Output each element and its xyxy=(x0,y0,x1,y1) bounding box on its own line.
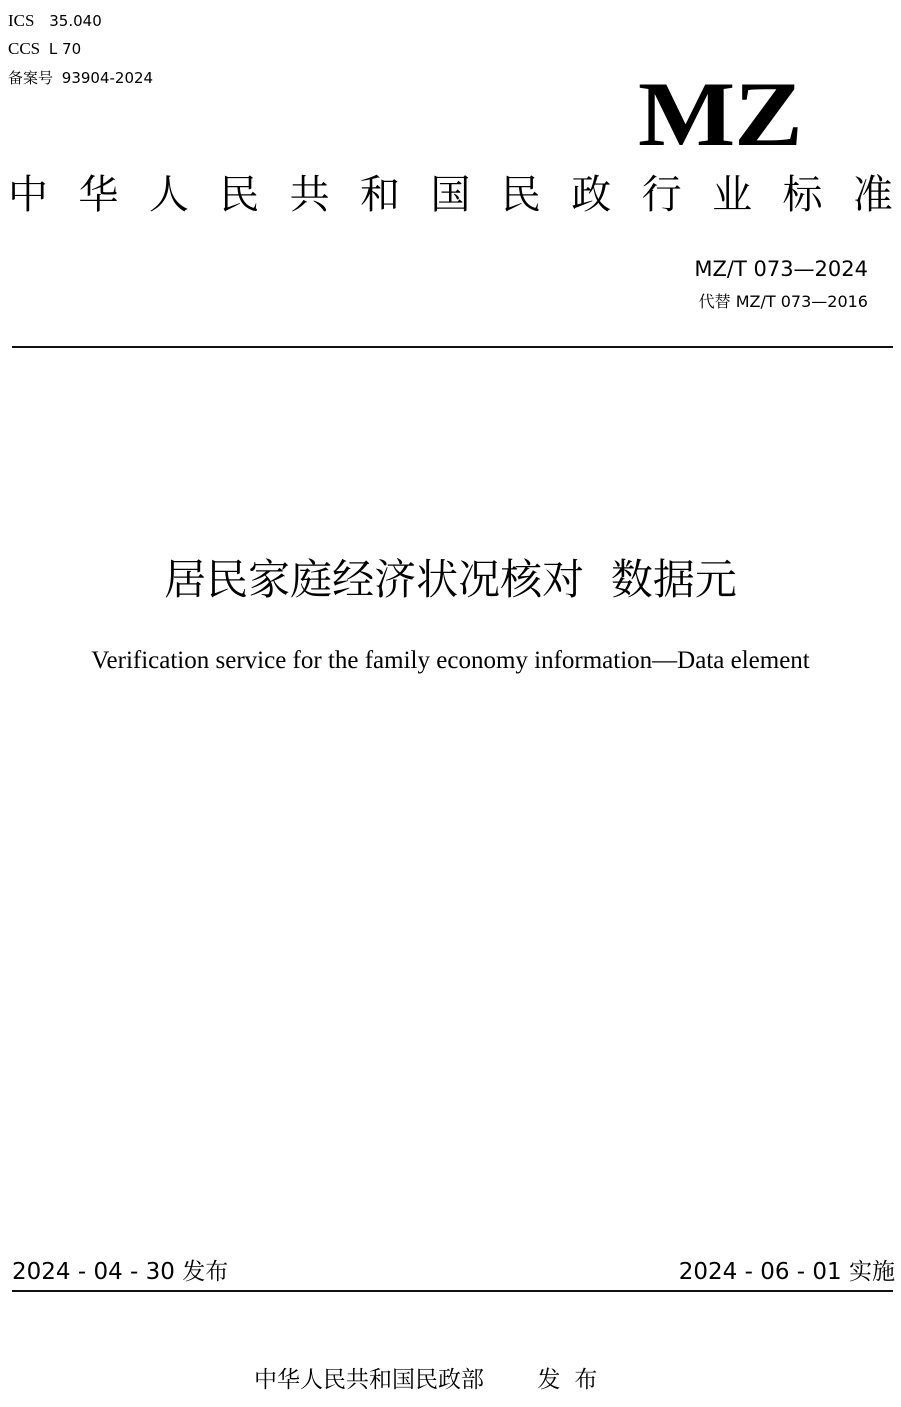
replaces-standard: 代替 MZ/T 073—2016 xyxy=(698,292,868,311)
ccs-code xyxy=(8,40,81,58)
ccs-label: CCS xyxy=(8,39,41,58)
ccs-value: L 70 xyxy=(48,40,82,58)
banner-char: 华 xyxy=(78,172,119,218)
banner-char: 民 xyxy=(500,172,541,218)
ics-label: ICS xyxy=(8,11,35,30)
publisher-name: 中华人民共和国民政部 xyxy=(254,1367,484,1393)
banner-char: 业 xyxy=(712,172,753,218)
banner-char: 和 xyxy=(360,172,401,218)
banner-char: 标 xyxy=(782,172,823,218)
filing-value: 93904-2024 xyxy=(61,69,154,87)
filing-label: 备案号 xyxy=(8,69,54,87)
document-title-en: Verification service for the family economy information—Data element xyxy=(91,647,810,674)
ics-value: 35.040 xyxy=(49,12,102,30)
footer-divider xyxy=(12,1290,893,1292)
banner-char: 国 xyxy=(430,172,471,218)
banner-char: 民 xyxy=(219,172,260,218)
banner-char: 中 xyxy=(8,172,48,218)
publisher xyxy=(254,1365,611,1395)
ics-code xyxy=(8,12,102,30)
banner-char: 政 xyxy=(571,172,612,218)
banner-char: 共 xyxy=(289,172,330,218)
mz-logo: MZ xyxy=(638,63,802,165)
publisher-action: 发布 xyxy=(537,1367,612,1393)
document-title-cn: 居民家庭经济状况核对 数据元 xyxy=(164,555,737,604)
banner-char: 人 xyxy=(148,172,189,218)
banner-char: 准 xyxy=(852,172,893,218)
standard-number: MZ/T 073—2024 xyxy=(694,257,868,281)
banner-char: 行 xyxy=(641,172,682,218)
effective-date: 2024 - 06 - 01 实施 xyxy=(678,1259,895,1285)
header-divider xyxy=(12,346,893,348)
filing-number xyxy=(8,69,153,87)
standard-type-banner xyxy=(0,170,901,220)
publish-date: 2024 - 04 - 30 发布 xyxy=(12,1259,229,1285)
